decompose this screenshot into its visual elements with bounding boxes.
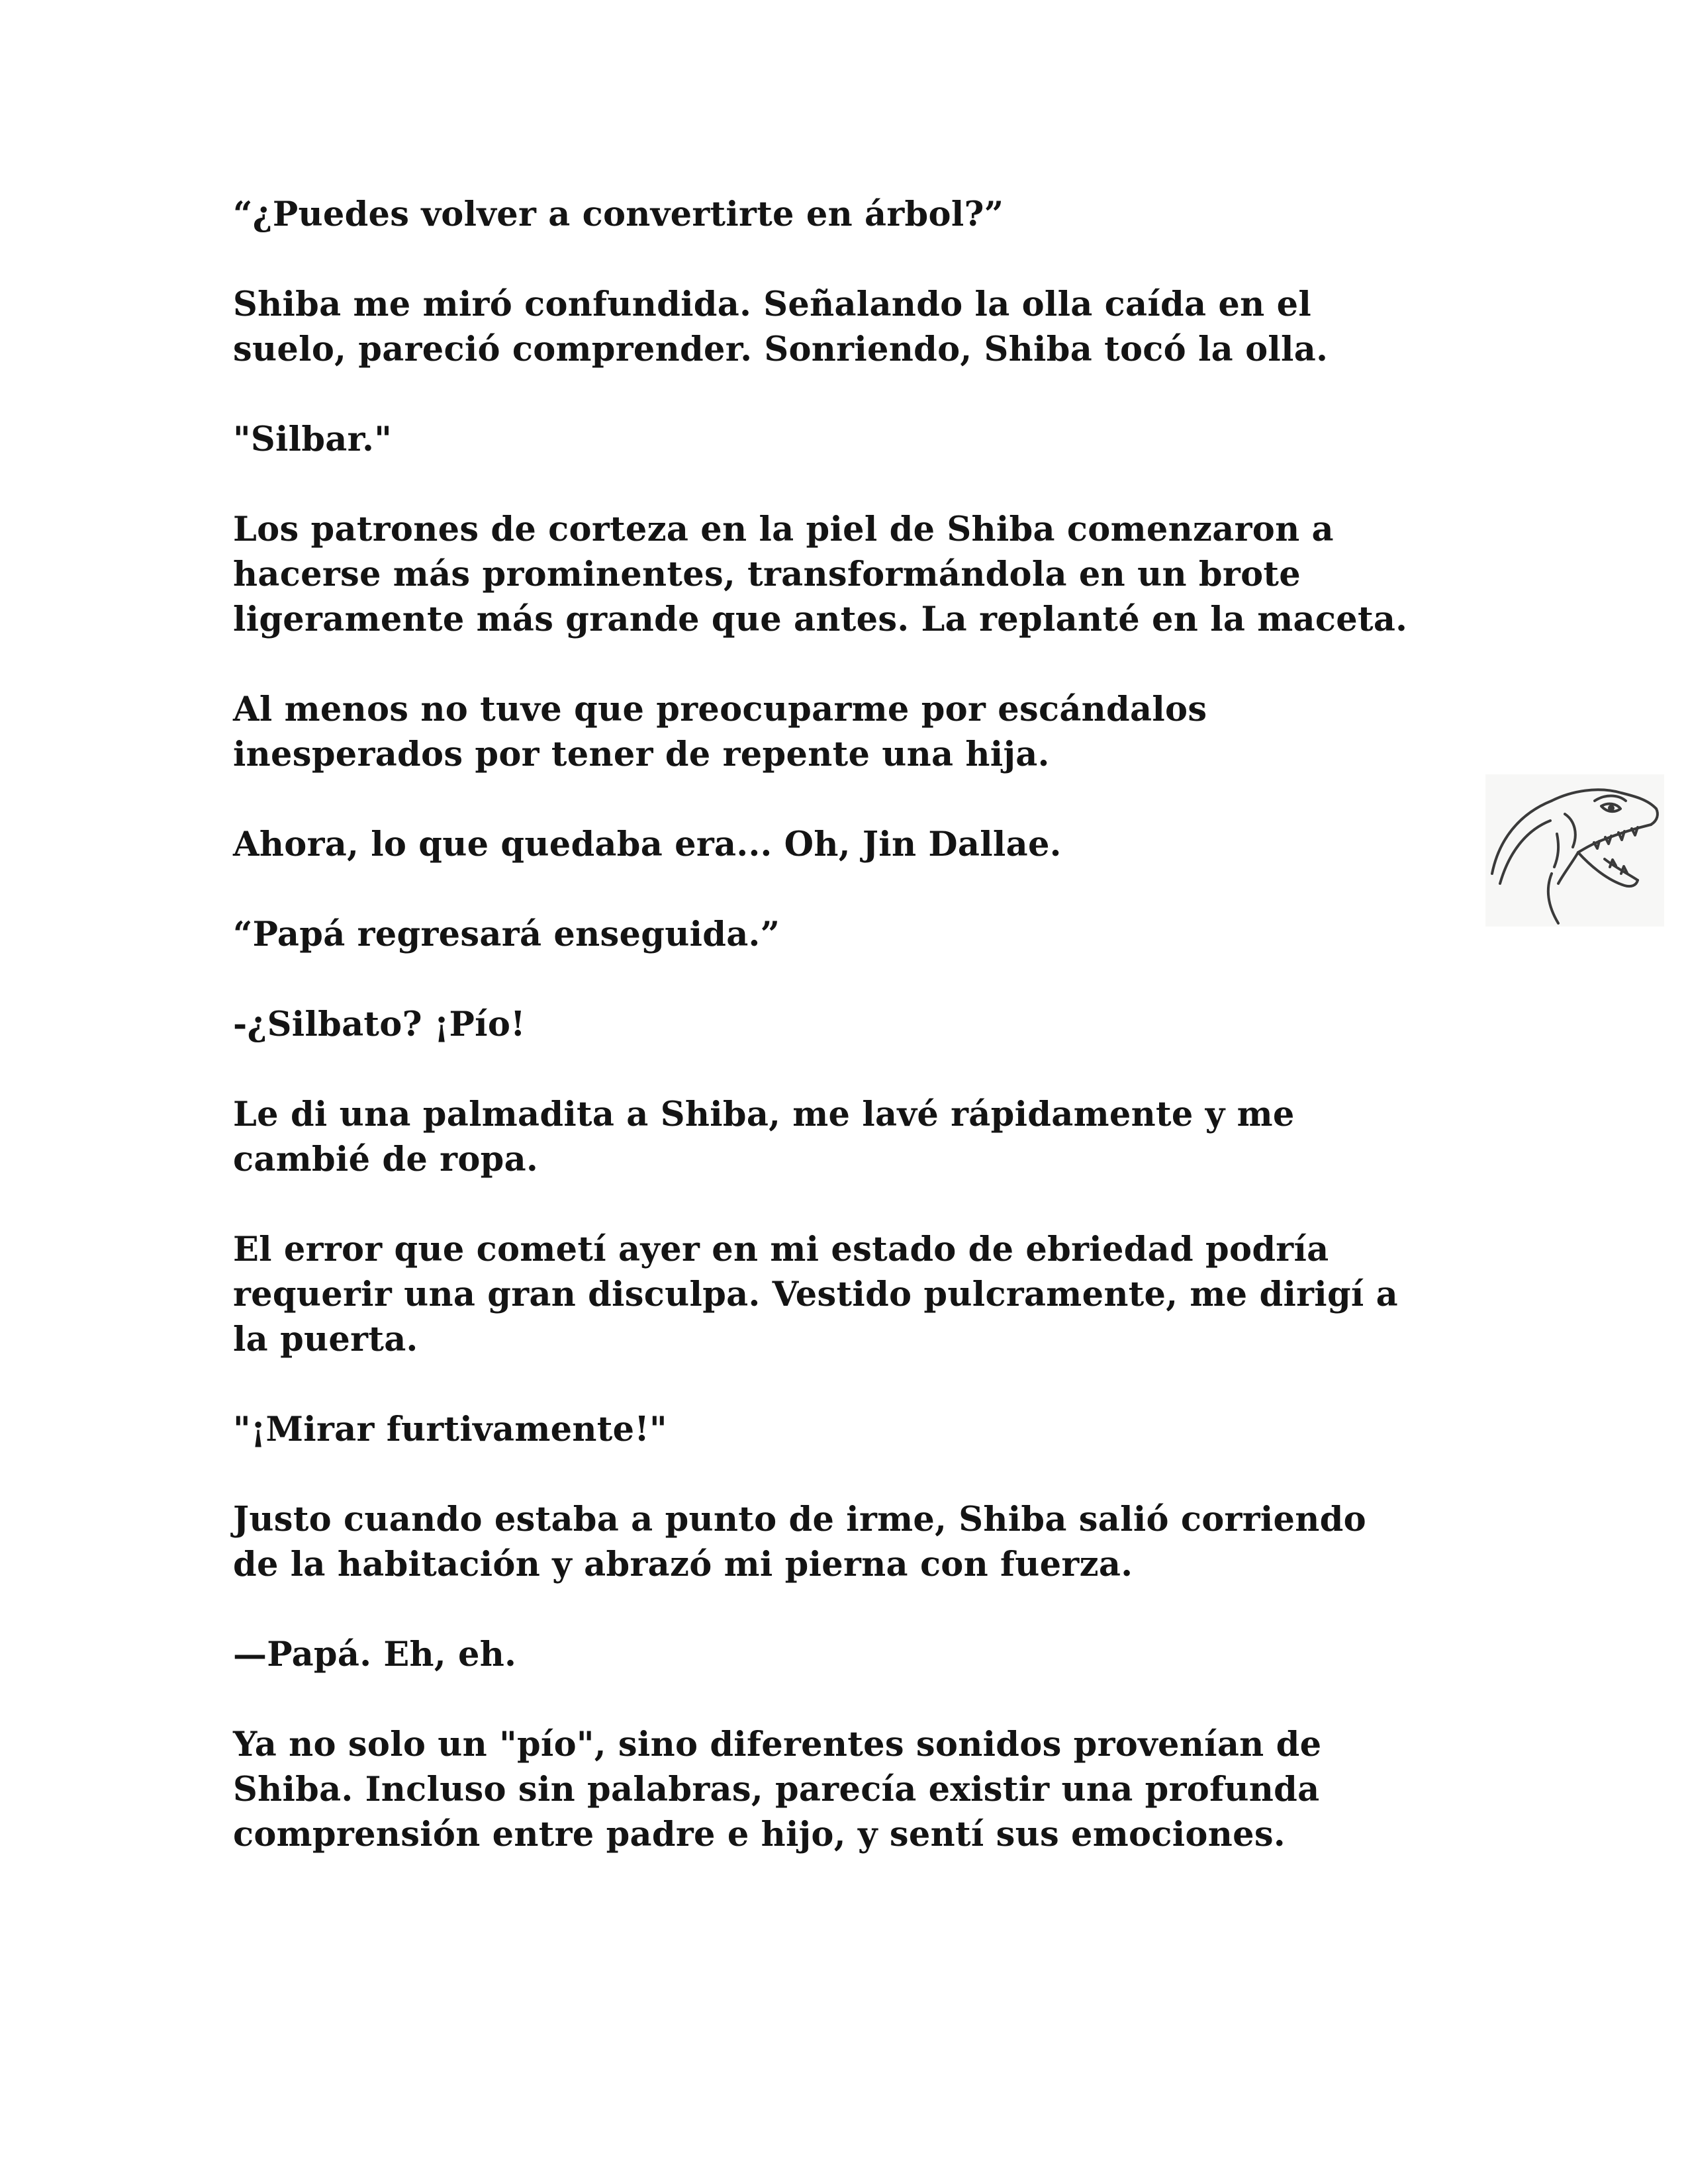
paragraph-13: —Papá. Eh, eh.: [233, 1635, 517, 1674]
text-body: [233, 192, 1491, 1902]
paragraph-12: Justo cuando estaba a punto de irme, Shiba salió corriendo de la habitación y abrazó mi pierna con fuerza.: [233, 1500, 1366, 1584]
paragraph-11: "¡Mirar furtivamente!": [233, 1410, 667, 1449]
paragraph-10: El error que cometí ayer en mi estado de ebriedad podría requerir una gran disculpa. Vestido pulcramente, me dirigí a la puerta.: [233, 1230, 1398, 1359]
paragraph-14: Ya no solo un "pío", sino diferentes sonidos provenían de Shiba. Incluso sin palabras, parecía existir una profunda comprensión entre padre e hijo, y sentí sus emociones.: [233, 1725, 1322, 1854]
paragraph-2: Shiba me miró confundida. Señalando la olla caída en el suelo, pareció comprender. Sonriendo, Shiba tocó la olla.: [233, 285, 1329, 369]
paragraph-7: “Papá regresará enseguida.”: [233, 915, 780, 954]
paragraph-9: Le di una palmadita a Shiba, me lavé rápidamente y me cambié de ropa.: [233, 1095, 1295, 1179]
paragraph-1: “¿Puedes volver a convertirte en árbol?”: [233, 195, 1004, 234]
paragraph-8: -¿Silbato? ¡Pío!: [233, 1005, 526, 1044]
paragraph-5: Al menos no tuve que preocuparme por escándalos inesperados por tener de repente una hija.: [233, 690, 1207, 774]
paragraph-6: Ahora, lo que quedaba era... Oh, Jin Dallae.: [233, 825, 1062, 864]
paragraph-4: Los patrones de corteza en la piel de Shiba comenzaron a hacerse más prominentes, transformándola en un brote ligeramente más grande que antes. La replanté en la maceta.: [233, 510, 1408, 639]
dinosaur-head-icon: [1485, 774, 1664, 927]
paragraph-3: "Silbar.": [233, 420, 393, 459]
